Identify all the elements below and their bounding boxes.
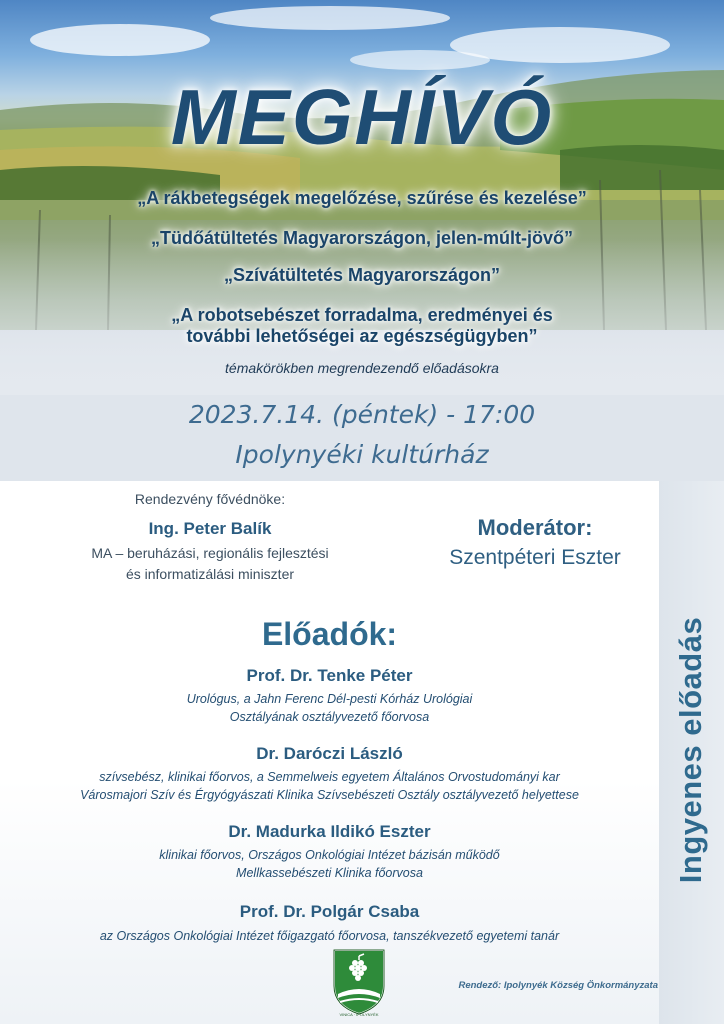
speaker-desc-line1: az Országos Onkológiai Intézet főigazgató főorvosa, tanszékvezető egyetemi tanár bbox=[99, 929, 560, 943]
speaker-name: Dr. Daróczi László bbox=[256, 744, 403, 763]
municipal-crest-icon bbox=[330, 946, 388, 1018]
crest-text: VINICA · IPOLYNYÉK bbox=[339, 1012, 379, 1017]
patron-role-line1: MA – beruházási, regionális fejlesztési bbox=[91, 545, 329, 561]
page-title: MEGHÍVÓ bbox=[170, 73, 554, 161]
topic-lung-transplant: „Tüdőátültetés Magyarországon, jelen-múlt-jövő” bbox=[150, 228, 574, 248]
speaker-name: Dr. Madurka Ildikó Eszter bbox=[228, 822, 431, 841]
side-banner-text: Ingyenes előadás bbox=[673, 616, 708, 884]
topic-robotic-surgery-line1: „A robotsebészet forradalma, eredményei és bbox=[171, 305, 553, 325]
patron-label: Rendezvény fővédnöke: bbox=[134, 491, 286, 507]
speaker-description bbox=[0, 690, 659, 726]
patron-role-line2: és informatizálási miniszter bbox=[125, 566, 295, 582]
moderator-label: Moderátor: bbox=[477, 515, 593, 540]
speakers-heading: Előadók: bbox=[261, 616, 398, 652]
speaker-description bbox=[0, 927, 659, 945]
patron-name: Ing. Peter Balík bbox=[148, 519, 272, 538]
topic-heart-transplant: „Szívátültetés Magyarországon” bbox=[223, 265, 501, 285]
speaker-desc-line2: Osztályának osztályvezető főorvosa bbox=[229, 710, 430, 724]
speaker-name: Prof. Dr. Polgár Csaba bbox=[239, 902, 420, 921]
speaker-description bbox=[0, 846, 659, 882]
speaker-desc-line1: Urológus, a Jahn Ferenc Dél-pesti Kórház Urológiai bbox=[186, 692, 473, 706]
speaker-name: Prof. Dr. Tenke Péter bbox=[246, 666, 413, 685]
organizer-credit: Rendező: Ipolynyék Község Önkormányzata bbox=[458, 980, 658, 991]
topic-robotic-surgery-line2: további lehetőségei az egészségügyben” bbox=[186, 326, 538, 346]
topic-cancer: „A rákbetegségek megelőzése, szűrése és kezelése” bbox=[137, 188, 587, 208]
event-date: 2023.7.14. (péntek) - 17:00 bbox=[188, 400, 536, 429]
speaker-desc-line2: Mellkassebészeti Klinika főorvosa bbox=[236, 866, 423, 880]
speaker-desc-line1: klinikai főorvos, Országos Onkológiai Intézet bázisán működő bbox=[159, 848, 500, 862]
patron-role bbox=[30, 543, 390, 585]
speaker-desc-line1: szívsebész, klinikai főorvos, a Semmelweis egyetem Általános Orvostudományi kar bbox=[99, 770, 560, 784]
speaker-desc-line2: Városmajori Szív és Érgyógyászati Klinika Szívsebészeti Osztály osztályvezető helyettese bbox=[80, 788, 579, 802]
speaker-description bbox=[0, 768, 659, 804]
event-place: Ipolynyéki kultúrház bbox=[235, 440, 489, 469]
topics-note: témakörökben megrendezendő előadásokra bbox=[225, 360, 499, 376]
moderator-name: Szentpéteri Eszter bbox=[449, 546, 621, 569]
